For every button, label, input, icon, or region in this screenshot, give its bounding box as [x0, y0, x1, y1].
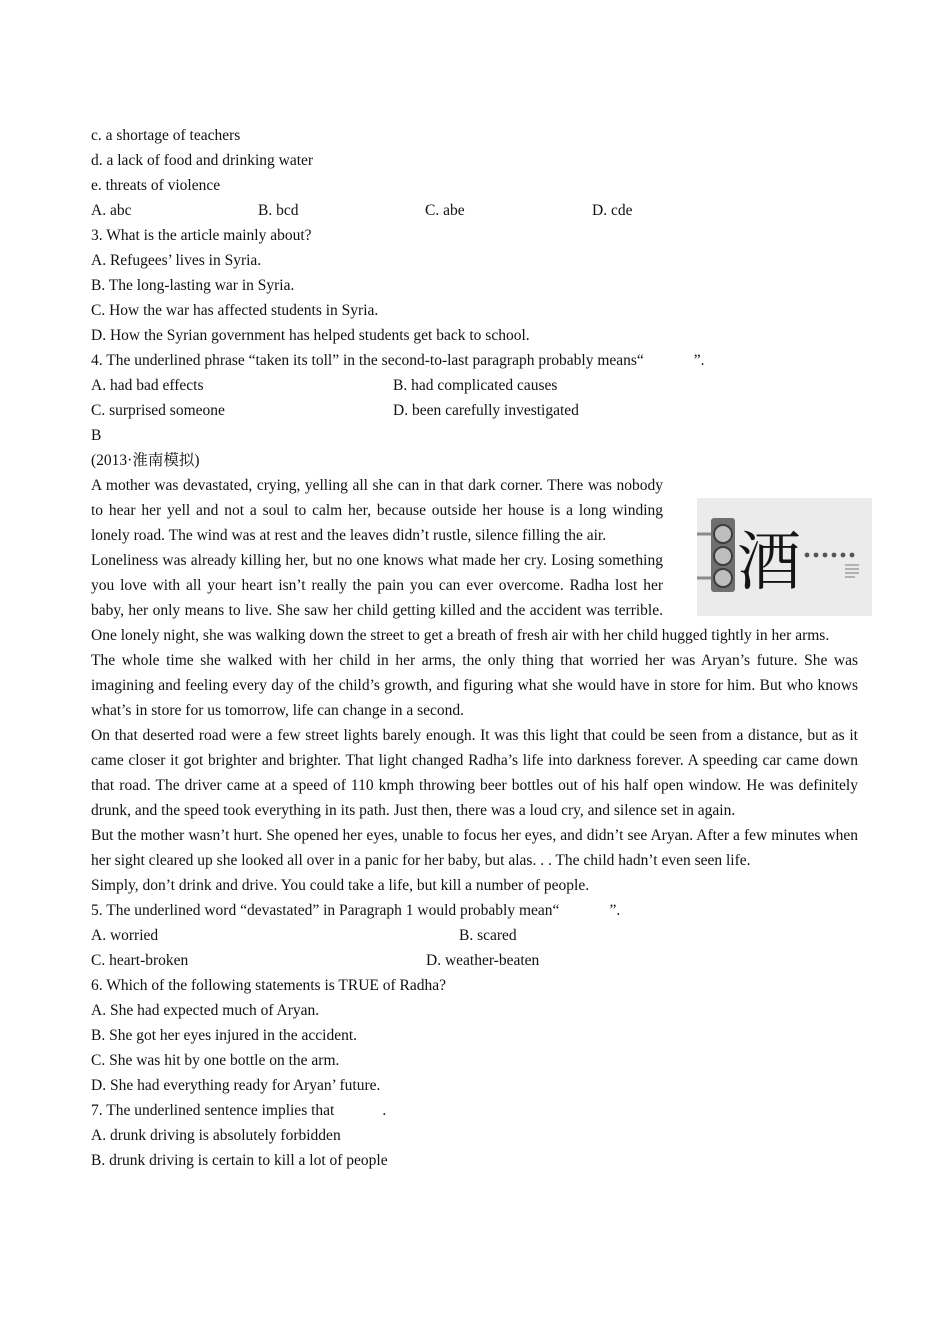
q4-stem: 4. The underlined phrase “taken its toll” in the second-to-last paragraph probably means“ ”. — [91, 352, 705, 369]
option-line: e. threats of violence — [91, 177, 221, 194]
q4-option-d: D. been carefully investigated — [393, 402, 579, 419]
option-line: c. a shortage of teachers — [91, 127, 241, 144]
q4-options-row2 — [91, 398, 858, 423]
document-content — [91, 123, 858, 1173]
q7-option-b: B. drunk driving is certain to kill a lot of people — [91, 1152, 388, 1169]
wine-character: 酒 — [737, 526, 801, 600]
q2-option-c: C. abe — [425, 202, 465, 219]
option-line: d. a lack of food and drinking water — [91, 152, 314, 169]
drink-drive-figure — [697, 498, 872, 616]
q4-options-row1 — [91, 373, 858, 398]
passage-paragraph-2: Loneliness was already killing her, but no one knows what made her cry. Losing something you love with all your heart isn’t really the pain you can ever overcome. Radha lost her baby, her only means to live. She saw her child getting killed and the accident was terrible. One lonely night, she was walking down the street to get a breath of fresh air with her child hugged tightly in her arms. — [91, 552, 830, 644]
q4-option-a: A. had bad effects — [91, 377, 204, 394]
section-letter: B — [91, 427, 102, 444]
passage-paragraph-6: Simply, don’t drink and drive. You could take a life, but kill a number of people. — [91, 877, 590, 894]
q4-option-b: B. had complicated causes — [393, 377, 558, 394]
q6-option-b: B. She got her eyes injured in the accident. — [91, 1027, 358, 1044]
section-source: (2013·淮南模拟) — [91, 452, 200, 469]
q5-option-c: C. heart-broken — [91, 952, 189, 969]
q4-option-c: C. surprised someone — [91, 402, 225, 419]
passage-paragraph-5: But the mother wasn’t hurt. She opened her eyes, unable to focus her eyes, and didn’t see Aryan. After a few minutes when her sight cleared up she looked all over in a panic for her baby, but alas. . . The child hadn’t even seen life. — [91, 827, 858, 869]
q6-option-c: C. She was hit by one bottle on the arm. — [91, 1052, 340, 1069]
q3-option-c: C. How the war has affected students in Syria. — [91, 302, 379, 319]
passage-paragraph-3: The whole time she walked with her child in her arms, the only thing that worried her was Aryan’s future. She was imagining and feeling every day of the child’s growth, and figuring what she would have in store for him. But who knows what’s in store for us tomorrow, life can change in a second. — [91, 652, 858, 719]
q7-option-a: A. drunk driving is absolutely forbidden — [91, 1127, 341, 1144]
traffic-light-icon — [697, 498, 872, 616]
q3-stem: 3. What is the article mainly about? — [91, 227, 312, 244]
q3-option-a: A. Refugees’ lives in Syria. — [91, 252, 262, 269]
q6-option-d: D. She had everything ready for Aryan’ future. — [91, 1077, 381, 1094]
q5-option-d: D. weather-beaten — [426, 952, 540, 969]
q2-option-b: B. bcd — [258, 202, 299, 219]
q5-options-row1 — [91, 923, 858, 948]
q2-option-a: A. abc — [91, 202, 132, 219]
q5-stem: 5. The underlined word “devastated” in Paragraph 1 would probably mean“ ”. — [91, 902, 621, 919]
q7-stem: 7. The underlined sentence implies that . — [91, 1102, 387, 1119]
q5-option-b: B. scared — [459, 927, 517, 944]
q6-stem: 6. Which of the following statements is TRUE of Radha? — [91, 977, 447, 994]
q3-option-b: B. The long-lasting war in Syria. — [91, 277, 295, 294]
q6-option-a: A. She had expected much of Aryan. — [91, 1002, 320, 1019]
q5-options-row2 — [91, 948, 858, 973]
passage-paragraph-4: On that deserted road were a few street lights barely enough. It was this light that could be seen from a distance, but as it came closer it got brighter and brighter. That light changed Radha’s life into darkness forever. A speeding car came down that road. The driver came at a speed of 110 kmph throwing beer bottles out of his half open window. He was definitely drunk, and the speed took everything in its path. Just then, there was a loud cry, and silence set in again. — [91, 727, 858, 819]
q2-options — [91, 198, 858, 223]
q5-option-a: A. worried — [91, 927, 159, 944]
q2-option-d: D. cde — [592, 202, 633, 219]
passage-paragraph-1: 酒 A mother was devastated, crying, yelling all she can in that dark corner. There was nobody to hear her yell and not a soul to calm her, because outside her house is a long winding lonely road. The wind was at rest and the leaves didn’t rustle, silence filling the air. — [91, 473, 858, 548]
passage — [91, 473, 858, 898]
q3-option-d: D. How the Syrian government has helped students get back to school. — [91, 327, 530, 344]
